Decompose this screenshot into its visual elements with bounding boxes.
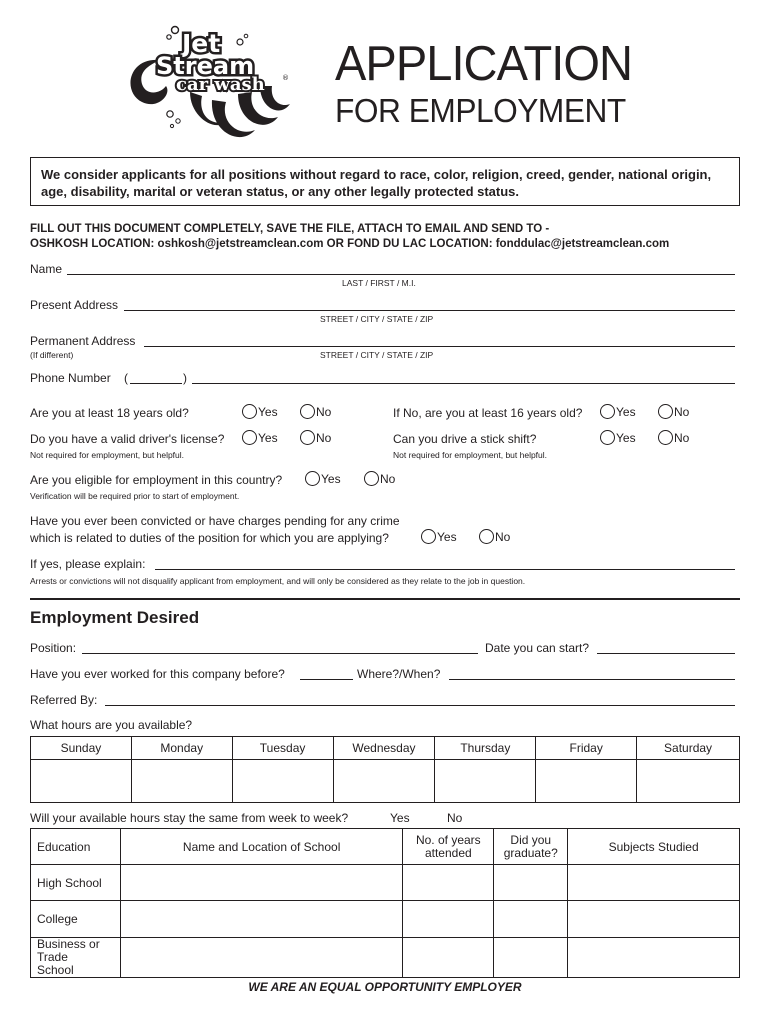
- trade-school-subjects-cell[interactable]: [568, 938, 740, 978]
- education-row-label: High School: [31, 865, 121, 901]
- hours-table: [30, 736, 740, 803]
- college-subjects-cell[interactable]: [568, 901, 740, 938]
- present-address-field[interactable]: [124, 310, 735, 311]
- tuesday-hours-cell[interactable]: [232, 760, 333, 803]
- years-attended-header: No. of years attended: [403, 829, 494, 865]
- explain-field[interactable]: [155, 569, 735, 570]
- education-row-label: Business or Trade School: [31, 938, 121, 978]
- friday-hours-cell[interactable]: [536, 760, 637, 803]
- worked-before-label: Have you ever worked for this company before?: [30, 667, 285, 681]
- referred-by-field[interactable]: [105, 705, 735, 706]
- instructions: [30, 222, 669, 252]
- stick-yes-option[interactable]: Yes: [600, 430, 636, 445]
- jet-stream-logo: [120, 22, 295, 147]
- education-table: [30, 828, 740, 978]
- day-header: Friday: [536, 737, 637, 760]
- thursday-hours-cell[interactable]: [435, 760, 536, 803]
- trade-school-name-cell[interactable]: [120, 938, 402, 978]
- phone-paren-close: ): [183, 371, 187, 385]
- license-question: Do you have a valid driver's license?: [30, 432, 225, 446]
- trade-school-years-cell[interactable]: [403, 938, 494, 978]
- license-no-radio[interactable]: [300, 430, 315, 445]
- permanent-if-different: (If different): [30, 350, 74, 360]
- day-header: Tuesday: [232, 737, 333, 760]
- present-address-hint: STREET / CITY / STATE / ZIP: [320, 314, 434, 324]
- phone-label: Phone Number: [30, 371, 111, 385]
- graduated-header: Did you graduate?: [494, 829, 568, 865]
- logo-reg-mark: ®: [282, 74, 289, 82]
- stick-question: Can you drive a stick shift?: [393, 432, 537, 446]
- sunday-hours-cell[interactable]: [31, 760, 132, 803]
- explain-label: If yes, please explain:: [30, 557, 146, 571]
- stick-no-option[interactable]: No: [658, 430, 689, 445]
- subjects-header: Subjects Studied: [568, 829, 740, 865]
- instructions-line2: OSHKOSH LOCATION: oshkosh@jetstreamclean.com OR FOND DU LAC LOCATION: fonddulac@jetstreamclean.com: [30, 238, 670, 250]
- where-when-label: Where?/When?: [357, 667, 441, 681]
- license-no-option[interactable]: No: [300, 430, 331, 445]
- stick-yes-radio[interactable]: [600, 430, 615, 445]
- logo-text-carwash: car wash: [176, 74, 265, 95]
- age16-no-radio[interactable]: [658, 404, 673, 419]
- age18-yes-radio[interactable]: [242, 404, 257, 419]
- hours-question: What hours are you available?: [30, 718, 193, 732]
- convicted-yes-radio[interactable]: [421, 529, 436, 544]
- monday-hours-cell[interactable]: [131, 760, 232, 803]
- equal-opportunity-footer: WE ARE AN EQUAL OPPORTUNITY EMPLOYER: [248, 980, 522, 994]
- school-name-header: Name and Location of School: [120, 829, 402, 865]
- wednesday-hours-cell[interactable]: [333, 760, 435, 803]
- high-school-subjects-cell[interactable]: [568, 865, 740, 901]
- phone-area-code-field[interactable]: [130, 383, 182, 384]
- eligible-yes-radio[interactable]: [305, 471, 320, 486]
- high-school-graduated-cell[interactable]: [494, 865, 568, 901]
- age18-no-option[interactable]: No: [300, 404, 331, 419]
- high-school-name-cell[interactable]: [120, 865, 402, 901]
- position-label: Position:: [30, 641, 77, 655]
- same-hours-no[interactable]: No: [447, 811, 463, 825]
- same-hours-question: Will your available hours stay the same from week to week?: [30, 811, 349, 825]
- where-when-field[interactable]: [449, 679, 735, 680]
- employment-desired-heading: Employment Desired: [30, 608, 200, 627]
- age16-yes-radio[interactable]: [600, 404, 615, 419]
- college-years-cell[interactable]: [403, 901, 494, 938]
- age16-question: If No, are you at least 16 years old?: [393, 406, 583, 420]
- page-title: APPLICATION: [335, 37, 633, 91]
- page-subtitle: FOR EMPLOYMENT: [335, 92, 626, 129]
- referred-by-label: Referred By:: [30, 693, 98, 707]
- position-field[interactable]: [82, 653, 478, 654]
- eligible-question: Are you eligible for employment in this country?: [30, 473, 283, 487]
- eeo-notice-box: [30, 157, 740, 206]
- day-header: Wednesday: [333, 737, 435, 760]
- education-row-label: College: [31, 901, 121, 938]
- license-yes-option[interactable]: Yes: [242, 430, 278, 445]
- day-header: Sunday: [31, 737, 132, 760]
- stick-note: Not required for employment, but helpful.: [393, 450, 548, 460]
- trade-school-graduated-cell[interactable]: [494, 938, 568, 978]
- permanent-address-label: Permanent Address: [30, 334, 136, 348]
- eligible-no-radio[interactable]: [364, 471, 379, 486]
- age16-yes-option[interactable]: Yes: [600, 404, 636, 419]
- education-header: Education: [31, 829, 121, 865]
- age18-yes-option[interactable]: Yes: [242, 404, 278, 419]
- eligible-no-option[interactable]: No: [364, 471, 395, 486]
- arrests-note: Arrests or convictions will not disqualify applicant from employment, and will only be considered as they relate to the job in question.: [30, 576, 526, 586]
- eligible-yes-option[interactable]: Yes: [305, 471, 341, 486]
- permanent-address-hint: STREET / CITY / STATE / ZIP: [320, 350, 434, 360]
- stick-no-radio[interactable]: [658, 430, 673, 445]
- start-date-field[interactable]: [597, 653, 735, 654]
- convicted-question-line1: Have you ever been convicted or have charges pending for any crime: [30, 514, 400, 528]
- phone-number-field[interactable]: [192, 383, 735, 384]
- present-address-label: Present Address: [30, 298, 119, 312]
- permanent-address-field[interactable]: [144, 346, 735, 347]
- college-graduated-cell[interactable]: [494, 901, 568, 938]
- phone-paren-open: (: [124, 371, 128, 385]
- age18-no-radio[interactable]: [300, 404, 315, 419]
- section-divider: [30, 598, 740, 600]
- name-field[interactable]: [67, 274, 735, 275]
- start-date-label: Date you can start?: [485, 641, 590, 655]
- eeo-notice-text: We consider applicants for all positions without regard to race, color, religion, creed, gender, national origin, age, disability, marital or veteran status, or any other legally protected status.: [41, 167, 712, 199]
- convicted-yes-option[interactable]: Yes: [421, 529, 457, 544]
- convicted-question-line2: which is related to duties of the position for which you are applying?: [30, 531, 389, 545]
- high-school-years-cell[interactable]: [403, 865, 494, 901]
- day-header: Monday: [131, 737, 232, 760]
- convicted-no-radio[interactable]: [479, 529, 494, 544]
- day-header: Saturday: [637, 737, 740, 760]
- convicted-no-option[interactable]: No: [479, 529, 510, 544]
- instructions-line1: FILL OUT THIS DOCUMENT COMPLETELY, SAVE THE FILE, ATTACH TO EMAIL AND SEND TO -: [30, 223, 550, 235]
- name-hint: LAST / FIRST / M.I.: [342, 278, 416, 288]
- license-yes-radio[interactable]: [242, 430, 257, 445]
- eligible-note: Verification will be required prior to start of employment.: [30, 491, 240, 501]
- age18-question: Are you at least 18 years old?: [30, 406, 189, 420]
- logo-text-jet: Jet: [182, 29, 221, 58]
- day-header: Thursday: [435, 737, 536, 760]
- name-label: Name: [30, 262, 63, 276]
- college-name-cell[interactable]: [120, 901, 402, 938]
- logo-text-stream: Stream: [156, 52, 255, 80]
- saturday-hours-cell[interactable]: [637, 760, 740, 803]
- same-hours-yes[interactable]: Yes: [390, 811, 410, 825]
- age16-no-option[interactable]: No: [658, 404, 689, 419]
- worked-before-field[interactable]: [300, 679, 353, 680]
- license-note: Not required for employment, but helpful.: [30, 450, 185, 460]
